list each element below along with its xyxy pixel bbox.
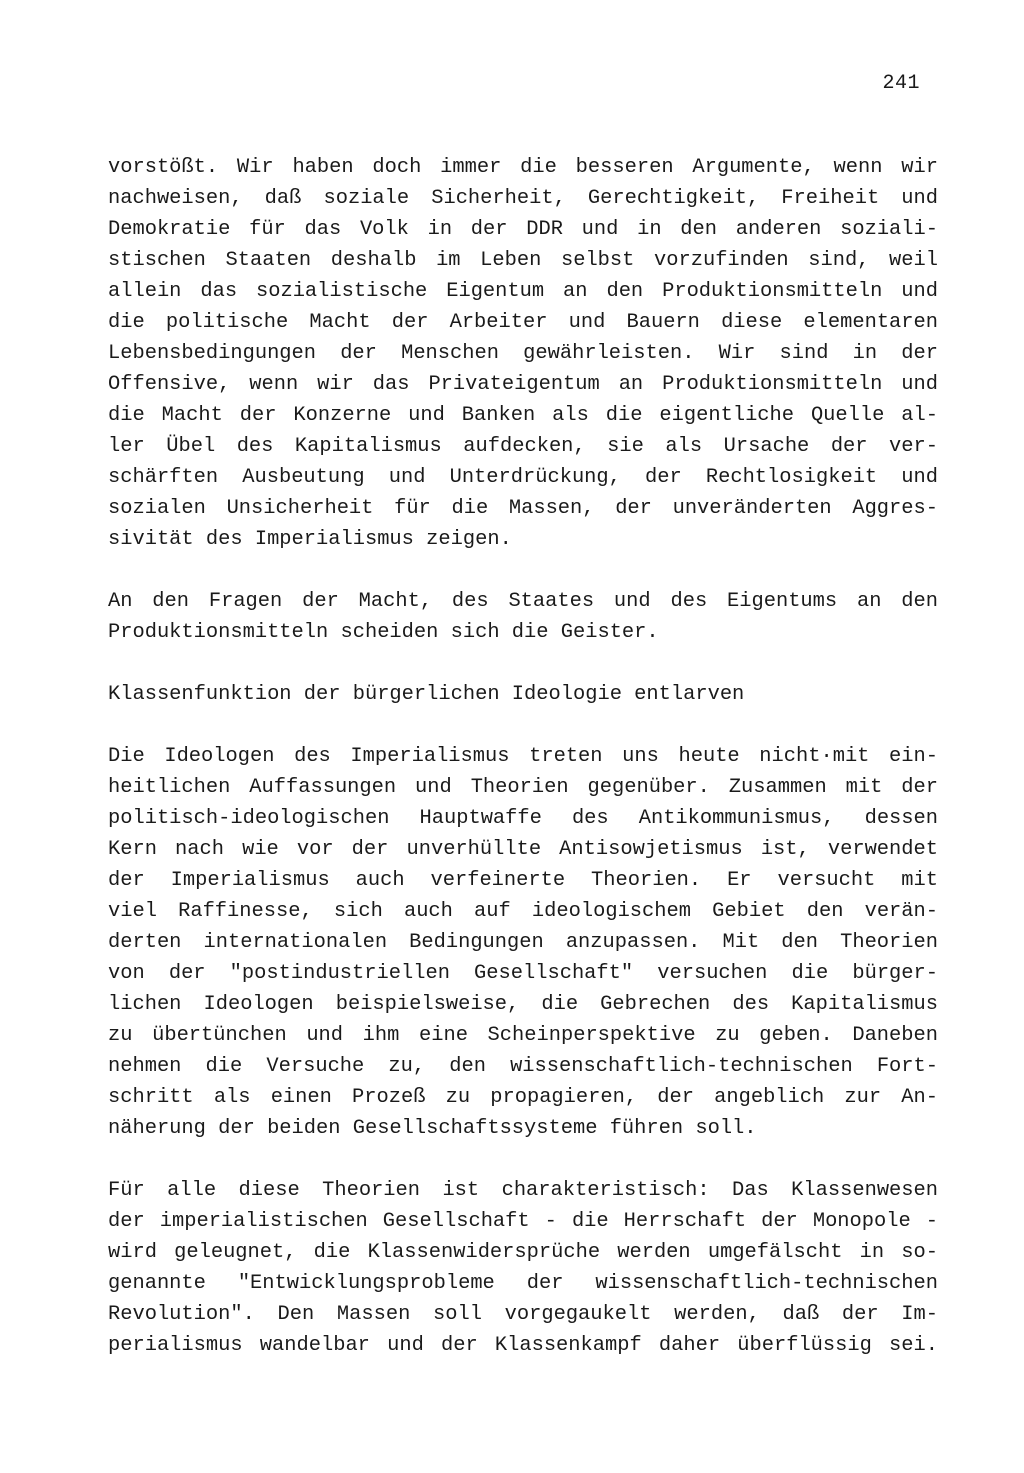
text-line: politisch-ideologischen Hauptwaffe des Antikommunismus, dessen xyxy=(108,807,938,830)
text-line: näherung der beiden Gesellschaftssysteme führen soll. xyxy=(108,1117,757,1140)
text-line: viel Raffinesse, sich auch auf ideologischem Gebiet den verän- xyxy=(108,900,938,923)
text-line: Offensive, wenn wir das Privateigentum an Produktionsmitteln und xyxy=(108,373,938,396)
text-line: Die Ideologen des Imperialismus treten uns heute nicht·mit ein- xyxy=(108,745,938,768)
page-number: 241 xyxy=(882,72,920,95)
text-line: Für alle diese Theorien ist charakteristisch: Das Klassenwesen xyxy=(108,1179,938,1202)
text-line: zu übertünchen und ihm eine Scheinperspektive zu geben. Daneben xyxy=(108,1024,938,1047)
paragraph-2 xyxy=(108,586,938,648)
text-line: stischen Staaten deshalb im Leben selbst vorzufinden sind, weil xyxy=(108,249,938,272)
text-line: Produktionsmitteln scheiden sich die Geister. xyxy=(108,621,659,644)
text-line: vorstößt. Wir haben doch immer die besseren Argumente, wenn wir xyxy=(108,156,938,179)
text-line: Demokratie für das Volk in der DDR und in den anderen soziali- xyxy=(108,218,938,241)
text-line: Revolution". Den Massen soll vorgegaukelt werden, daß der Im- xyxy=(108,1303,938,1326)
text-line: heitlichen Auffassungen und Theorien gegenüber. Zusammen mit der xyxy=(108,776,938,799)
section-heading xyxy=(108,679,938,710)
text-line: die Macht der Konzerne und Banken als die eigentliche Quelle al- xyxy=(108,404,938,427)
text-line: die politische Macht der Arbeiter und Bauern diese elementaren xyxy=(108,311,938,334)
paragraph-gap xyxy=(108,710,938,741)
paragraph-4 xyxy=(108,1175,938,1361)
text-line: derten internationalen Bedingungen anzupassen. Mit den Theorien xyxy=(108,931,938,954)
text-line: sivität des Imperialismus zeigen. xyxy=(108,528,512,551)
paragraph-gap xyxy=(108,1144,938,1175)
text-line: der imperialistischen Gesellschaft - die Herrschaft der Monopole - xyxy=(108,1210,938,1233)
text-line: schärften Ausbeutung und Unterdrückung, der Rechtlosigkeit und xyxy=(108,466,938,489)
text-line: schritt als einen Prozeß zu propagieren, der angeblich zur An- xyxy=(108,1086,938,1109)
text-line: von der "postindustriellen Gesellschaft" versuchen die bürger- xyxy=(108,962,938,985)
text-line: Kern nach wie vor der unverhüllte Antisowjetismus ist, verwendet xyxy=(108,838,938,861)
text-line: genannte "Entwicklungsprobleme der wissenschaftlich-technischen xyxy=(108,1272,938,1295)
text-line: Lebensbedingungen der Menschen gewährleisten. Wir sind in der xyxy=(108,342,938,365)
paragraph-gap xyxy=(108,648,938,679)
text-line: nachweisen, daß soziale Sicherheit, Gerechtigkeit, Freiheit und xyxy=(108,187,938,210)
paragraph-gap xyxy=(108,555,938,586)
text-line: wird geleugnet, die Klassenwidersprüche werden umgefälscht in so- xyxy=(108,1241,938,1264)
text-line: lichen Ideologen beispielsweise, die Gebrechen des Kapitalismus xyxy=(108,993,938,1016)
text-line: ler Übel des Kapitalismus aufdecken, sie als Ursache der ver- xyxy=(108,435,938,458)
text-line: allein das sozialistische Eigentum an den Produktionsmitteln und xyxy=(108,280,938,303)
text-line: perialismus wandelbar und der Klassenkampf daher überflüssig sei. xyxy=(108,1334,938,1357)
text-line: nehmen die Versuche zu, den wissenschaftlich-technischen Fort- xyxy=(108,1055,938,1078)
document-body xyxy=(108,152,938,1361)
text-line: An den Fragen der Macht, des Staates und des Eigentums an den xyxy=(108,590,938,613)
paragraph-1 xyxy=(108,152,938,555)
heading-text: Klassenfunktion der bürgerlichen Ideologie entlarven xyxy=(108,683,745,706)
paragraph-3 xyxy=(108,741,938,1144)
text-line: sozialen Unsicherheit für die Massen, der unveränderten Aggres- xyxy=(108,497,938,520)
text-line: der Imperialismus auch verfeinerte Theorien. Er versucht mit xyxy=(108,869,938,892)
